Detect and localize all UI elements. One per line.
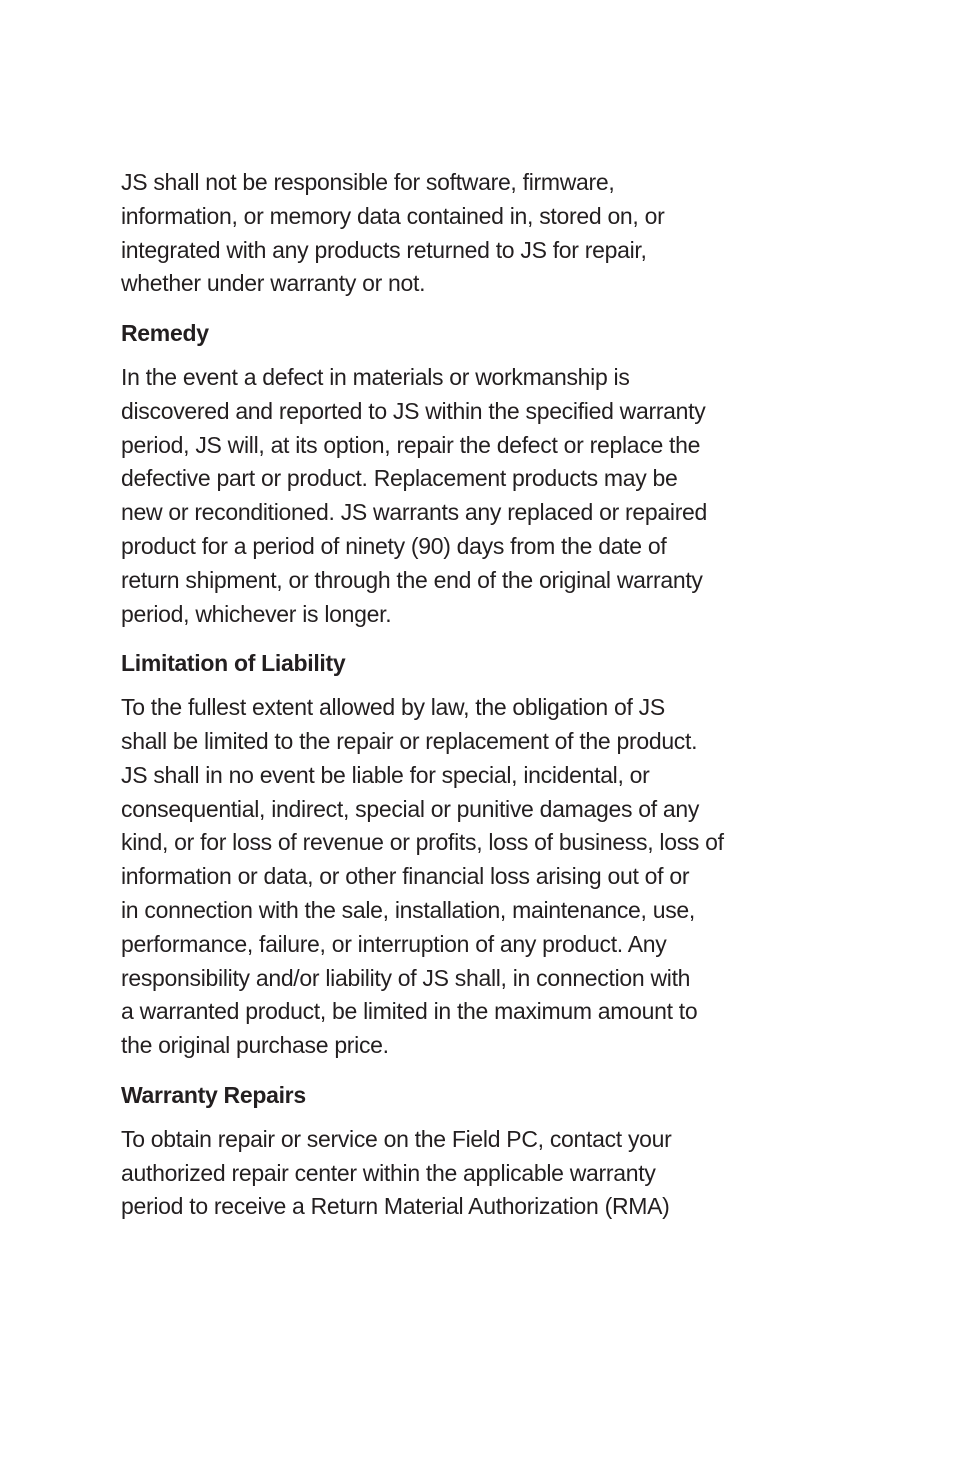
- text-line: period to receive a Return Material Authorization (RMA): [121, 1193, 670, 1220]
- liability-paragraph: [121, 691, 771, 1063]
- intro-paragraph: [121, 166, 771, 301]
- text-line: the original purchase price.: [121, 1032, 389, 1059]
- remedy-paragraph: [121, 361, 771, 631]
- liability-heading: Limitation of Liability: [121, 650, 346, 677]
- text-line: authorized repair center within the applicable warranty: [121, 1159, 656, 1186]
- warranty-repairs-heading: Warranty Repairs: [121, 1081, 306, 1108]
- document-page: [121, 166, 771, 1224]
- text-line: consequential, indirect, special or punitive damages of any: [121, 795, 700, 822]
- text-line: JS shall in no event be liable for special, incidental, or: [121, 761, 650, 788]
- text-line: shall be limited to the repair or replacement of the product.: [121, 727, 698, 754]
- text-line: defective part or product. Replacement products may be: [121, 465, 678, 492]
- text-line: whether under warranty or not.: [121, 270, 426, 297]
- text-line: discovered and reported to JS within the specified warranty: [121, 397, 706, 424]
- text-line: in connection with the sale, installation, maintenance, use,: [121, 896, 695, 923]
- text-line: return shipment, or through the end of the original warranty: [121, 566, 703, 593]
- text-line: integrated with any products returned to JS for repair,: [121, 236, 647, 263]
- text-line: information or data, or other financial loss arising out of or: [121, 863, 690, 890]
- text-line: a warranted product, be limited in the maximum amount to: [121, 998, 698, 1025]
- text-line: JS shall not be responsible for software, firmware,: [121, 169, 615, 195]
- text-line: product for a period of ninety (90) days from the date of: [121, 532, 667, 559]
- text-line: In the event a defect in materials or workmanship is: [121, 363, 630, 390]
- warranty-repairs-paragraph: [121, 1123, 771, 1224]
- text-line: To the fullest extent allowed by law, the obligation of JS: [121, 694, 665, 721]
- text-line: responsibility and/or liability of JS shall, in connection with: [121, 964, 691, 991]
- text-line: period, JS will, at its option, repair the defect or replace the: [121, 431, 701, 458]
- text-line: kind, or for loss of revenue or profits, loss of business, loss of: [121, 829, 724, 856]
- text-line: performance, failure, or interruption of any product. Any: [121, 930, 667, 957]
- text-line: To obtain repair or service on the Field PC, contact your: [121, 1125, 672, 1152]
- text-line: new or reconditioned. JS warrants any replaced or repaired: [121, 499, 708, 526]
- remedy-heading: Remedy: [121, 320, 209, 347]
- text-line: period, whichever is longer.: [121, 600, 392, 627]
- text-line: information, or memory data contained in, stored on, or: [121, 202, 665, 229]
